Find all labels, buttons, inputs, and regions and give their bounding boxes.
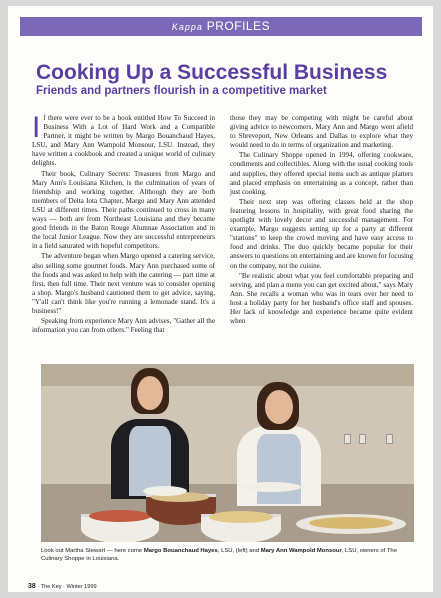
paragraph: Their next step was offering classes held at the shop featuring lessons in hospitality, with great food sharing the spotlight with lovely decor and successful management. For example, Margo suggests setting up for a party at different "stations" to keep the crowd moving and have easy access to food and drinks. The duo quickly became popular for their answers to questions on entertaining and are known for focusing on the company, not the cuisine. bbox=[230, 197, 414, 270]
subheadline: Friends and partners flourish in a competitive market bbox=[36, 85, 327, 97]
banner-kicker: Kappa bbox=[171, 22, 203, 32]
section-banner bbox=[20, 17, 422, 36]
article-column-2 bbox=[230, 114, 413, 327]
headline: Cooking Up a Successful Business bbox=[36, 61, 388, 84]
page-number: 38 bbox=[28, 583, 36, 590]
page-footer: 38 · The Key · Winter 1999 bbox=[28, 583, 97, 590]
paragraph: Their book, Culinary Secrets: Treasures from Margo and Mary Ann's Louisiana Kitchen, is the culmination of years of friendship and working together. Although they are both members of Delta Iota Chapter, Margo and Mary Ann attended LSU at different times. Their paths continued to cross in many ways — both are from Northeast Louisiana and they became good friends in the Baton Rouge Alumnae Association and in the local Junior League. Now they are successful entrepreneurs in a field saturated with hopeful competitors. bbox=[32, 169, 215, 251]
paragraph: The Culinary Shoppe opened in 1994, offering cookware, condiments and collectibles. Along with the usual cooking tools and supplies, they offered special items such as antique platters and placed emphasis on entertaining as a concept, rather than just cooking. bbox=[230, 151, 413, 196]
paragraph: "Be realistic about what you feel comfortable preparing and serving, and plan a menu you can get excited about," says Mary Ann. She recalls a woman who was in tears over her need to host a holiday party for her husband's office staff and spouses. Her lack of knowledge and experience became quite evident when bbox=[230, 271, 413, 326]
photo-caption: Look out Martha Stewart — here come Margo Bouanchaud Hayes, LSU, (left) and Mary Ann Wampold Monsour, LSU, owners of The Culinary Shoppe in Louisiana. bbox=[41, 548, 397, 562]
article-column-1 bbox=[32, 111, 215, 336]
paragraph: If there were ever to be a book entitled How To Succeed in Business With a Lot of Hard Work and a Compatible Partner, it might be written by Margo Bouanchaud Hayes, LSU, and Mary Ann Wampold Monsour, LSU. Instead, they have written a cookbook and created a unique world of culinary delights. bbox=[32, 111, 215, 168]
magazine-page bbox=[8, 6, 433, 592]
drop-cap: I bbox=[32, 111, 41, 144]
kitchen-photo bbox=[41, 364, 414, 542]
platter bbox=[241, 482, 301, 492]
platter bbox=[143, 486, 187, 496]
paragraph: those they may be competing with might be careful about giving advice to newcomers, Mary Ann and Margo went afield to Shreveport, New Orleans and Dallas to explore what they would need to do in terms of organization and marketing. bbox=[230, 114, 413, 150]
banner-section: PROFILES bbox=[206, 19, 271, 33]
paragraph: Speaking from experience Mary Ann advises, "Gather all the information you can from others." Feeling that bbox=[32, 317, 215, 335]
paragraph: The adventure began when Margo opened a catering service, also selling some gourmet foods. Mary Ann purchased some of the foods and was asked to help with the catering — part time at first, then full time. Their next venture was to consider opening a shop. Margo's husband cautioned them to get advice, saying, "Y'all can't think like you're running a lemonade stand. It's a business!" bbox=[32, 252, 215, 315]
